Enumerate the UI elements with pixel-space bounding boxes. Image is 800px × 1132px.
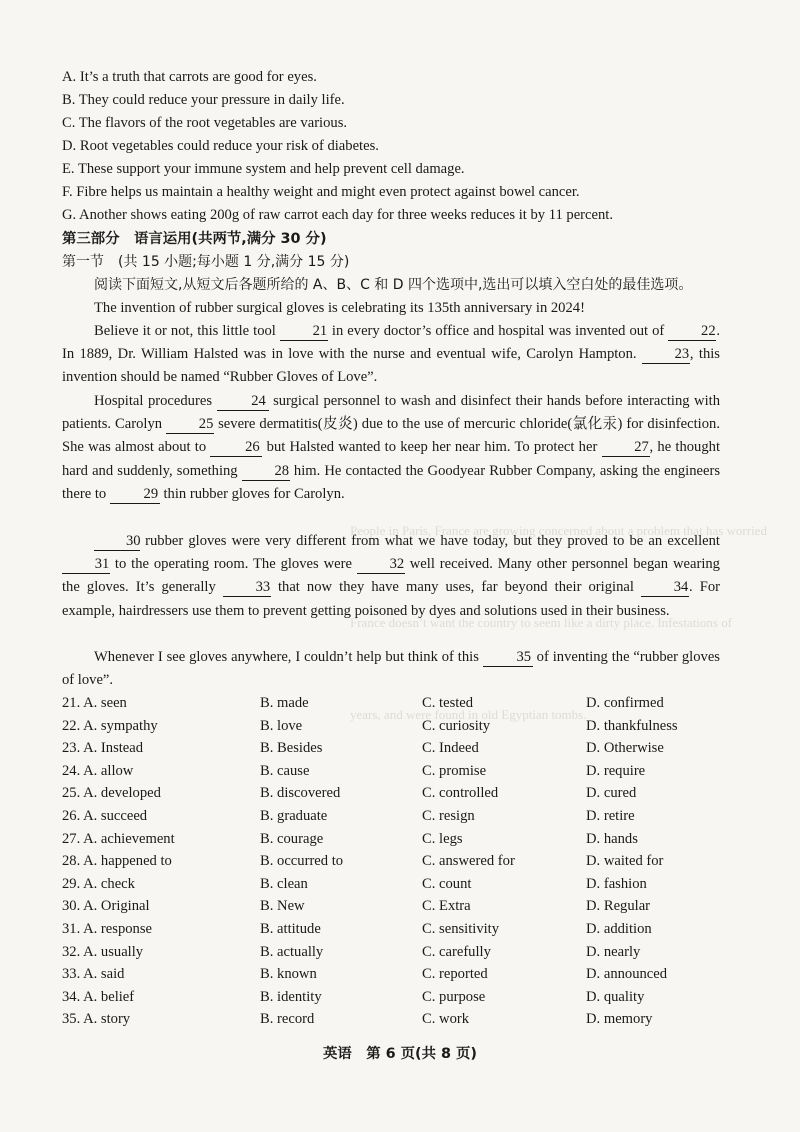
question-option-a[interactable]: 33. A. said [62,966,125,983]
question-option-d[interactable]: D. announced [586,966,668,983]
question-option-c[interactable]: C. count [422,875,472,892]
question-row [62,782,742,805]
question-option-d[interactable]: D. waited for [586,853,664,870]
blank-27[interactable]: 27 [602,438,650,457]
prev-option-d: D. Root vegetables could reduce your risk of diabetes. [62,138,379,154]
section-title: 第三部分 语言运用(共两节,满分 30 分) [62,231,327,247]
question-option-c[interactable]: C. controlled [422,785,499,802]
question-option-c[interactable]: C. purpose [422,988,486,1005]
question-option-a[interactable]: 28. A. happened to [62,853,172,870]
question-option-a[interactable]: 27. A. achievement [62,830,175,847]
question-option-a[interactable]: 26. A. succeed [62,808,148,824]
blank-23[interactable]: 23 [642,345,690,364]
blank-35[interactable]: 35 [483,648,533,667]
prev-option-c: C. The flavors of the root vegetables are various. [62,115,348,131]
passage-paragraph-1: The invention of rubber surgical gloves is celebrating its 135th anniversary in 2024! [94,300,585,316]
question-option-b[interactable]: B. identity [260,988,322,1005]
blank-22[interactable]: 22 [668,322,716,341]
blank-24[interactable]: 24 [217,392,269,411]
question-option-c[interactable]: C. resign [422,808,475,824]
question-option-d[interactable]: D. thankfulness [586,717,678,734]
question-option-c[interactable]: C. work [422,1011,470,1028]
question-option-d[interactable]: D. quality [586,988,645,1005]
question-row [62,918,742,941]
question-option-c[interactable]: C. curiosity [422,717,491,734]
prev-option-a: A. It’s a truth that carrots are good for eyes. [62,69,317,85]
prev-option-f: F. Fibre helps us maintain a healthy weight and might even protect against bowel cancer. [62,184,580,200]
question-option-a[interactable]: 34. A. belief [62,988,135,1005]
question-row [62,805,742,828]
passage-paragraph-2: Believe it or not, this little tool 21 in every doctor’s office and hospital was invented out of 22. In 1889, Dr. William Halsted was in love with the nurse and eventual wife, Carolyn Hampton. 23, this invention should be named “Rubber Gloves of Love”. [62,323,720,386]
question-row [62,963,742,986]
blank-33[interactable]: 33 [223,578,271,597]
prev-option-b: B. They could reduce your pressure in daily life. [62,92,345,108]
question-option-a[interactable]: 31. A. response [62,921,152,937]
question-option-a[interactable]: 29. A. check [62,875,135,892]
question-option-a[interactable]: 23. A. Instead [62,740,144,757]
blank-32[interactable]: 32 [357,555,405,574]
blank-21[interactable]: 21 [280,322,328,341]
question-row [62,986,742,1009]
question-option-b[interactable]: B. actually [260,943,324,960]
question-option-b[interactable]: B. graduate [260,808,328,824]
question-option-c[interactable]: C. promise [422,762,487,779]
question-option-a[interactable]: 21. A. seen [62,695,127,711]
question-option-c[interactable]: C. carefully [422,943,491,960]
question-option-b[interactable]: B. attitude [260,921,321,937]
passage-paragraph-4: 30 rubber gloves were very different from what we have today, but they proved to be an excellent 31 to the operating room. The gloves were 32 well received. Many other personnel began wearing the gloves. It’s generally 33 that now they have many uses, far beyond their original 34. For example, hairdressers use them to prevent getting poisoned by dyes and solutions used in their business. [62,533,721,619]
question-row [62,941,742,964]
question-option-d[interactable]: D. hands [586,830,638,847]
question-option-c[interactable]: C. Indeed [422,740,479,757]
question-option-c[interactable]: C. legs [422,830,463,847]
blank-31[interactable]: 31 [62,555,110,574]
question-row [62,715,742,738]
question-option-b[interactable]: B. occurred to [260,853,344,870]
bleed-through-text: People in Paris, France are growing concerned about a problem that has worried [350,523,767,538]
question-option-b[interactable]: B. record [260,1011,315,1028]
blank-26[interactable]: 26 [210,438,262,457]
question-option-d[interactable]: D. confirmed [586,695,664,711]
question-option-d[interactable]: D. Regular [586,898,651,915]
prev-option-e: E. These support your immune system and help prevent cell damage. [62,161,465,177]
question-option-d[interactable]: D. nearly [586,943,641,960]
question-option-d[interactable]: D. fashion [586,875,647,892]
page-footer: 英语 第 6 页(共 8 页) [323,1046,477,1062]
question-option-b[interactable]: B. courage [260,830,324,847]
question-option-a[interactable]: 30. A. Original [62,898,150,915]
passage-paragraph-5: Whenever I see gloves anywhere, I couldn’t help but think of this 35 of inventing the “rubber gloves of love”. [62,649,720,689]
question-row [62,1008,742,1031]
section-subtitle: 第一节 (共 15 小题;每小题 1 分,满分 15 分) [62,254,350,270]
question-option-a[interactable]: 24. A. allow [62,762,134,779]
blank-29[interactable]: 29 [110,485,160,504]
question-option-d[interactable]: D. cured [586,785,637,802]
question-row [62,828,742,851]
question-option-c[interactable]: C. Extra [422,898,471,915]
question-row [62,692,742,715]
question-option-c[interactable]: C. reported [422,966,488,983]
question-option-d[interactable]: D. require [586,762,646,779]
question-option-b[interactable]: B. love [260,717,303,734]
question-option-b[interactable]: B. known [260,966,317,983]
question-option-b[interactable]: B. Besides [260,740,323,757]
blank-25[interactable]: 25 [166,415,214,434]
question-option-a[interactable]: 35. A. story [62,1011,131,1028]
question-option-b[interactable]: B. New [260,898,305,915]
question-row [62,895,742,918]
question-row [62,737,742,760]
passage-paragraph-3: Hospital procedures 24 surgical personnel to wash and disinfect their hands before interacting with patients. Carolyn 25 severe dermatitis(皮炎) due to the use of mercuric chloride(氯化汞) for disinfection. She was almost about to 26 but Halsted wanted to keep her near him. To protect her 27, he thought hard and suddenly, something 28 him. He contacted the Goodyear Rubber Company, asking the engineers there to 29 thin rubber gloves for Carolyn. [62,393,721,502]
blank-30[interactable]: 30 [94,532,140,551]
question-row [62,873,742,896]
question-option-b[interactable]: B. discovered [260,785,341,802]
question-option-b[interactable]: B. made [260,695,309,711]
question-option-d[interactable]: D. Otherwise [586,740,664,757]
question-option-b[interactable]: B. cause [260,762,310,779]
blank-34[interactable]: 34 [641,578,689,597]
question-option-c[interactable]: C. sensitivity [422,921,500,937]
question-option-a[interactable]: 25. A. developed [62,785,161,802]
bleed-through-text: France doesn’t want the country to seem like a dirty place. Infestations of [350,615,733,630]
question-option-a[interactable]: 22. A. sympathy [62,717,158,734]
question-option-c[interactable]: C. tested [422,695,474,711]
question-option-b[interactable]: B. clean [260,875,308,892]
instructions: 阅读下面短文,从短文后各题所给的 A、B、C 和 D 四个选项中,选出可以填入空白处的最佳选项。 [94,277,693,293]
question-option-c[interactable]: C. answered for [422,853,515,870]
question-option-d[interactable]: D. memory [586,1011,653,1028]
bleed-through-text: years, and were found in old Egyptian tombs. [350,707,587,722]
question-option-d[interactable]: D. addition [586,921,652,937]
question-row [62,760,742,783]
prev-option-g: G. Another shows eating 200g of raw carrot each day for three weeks reduces it by 11 percent. [62,207,613,223]
question-row [62,850,742,873]
question-option-a[interactable]: 32. A. usually [62,943,144,960]
question-option-d[interactable]: D. retire [586,808,635,824]
blank-28[interactable]: 28 [242,462,290,481]
